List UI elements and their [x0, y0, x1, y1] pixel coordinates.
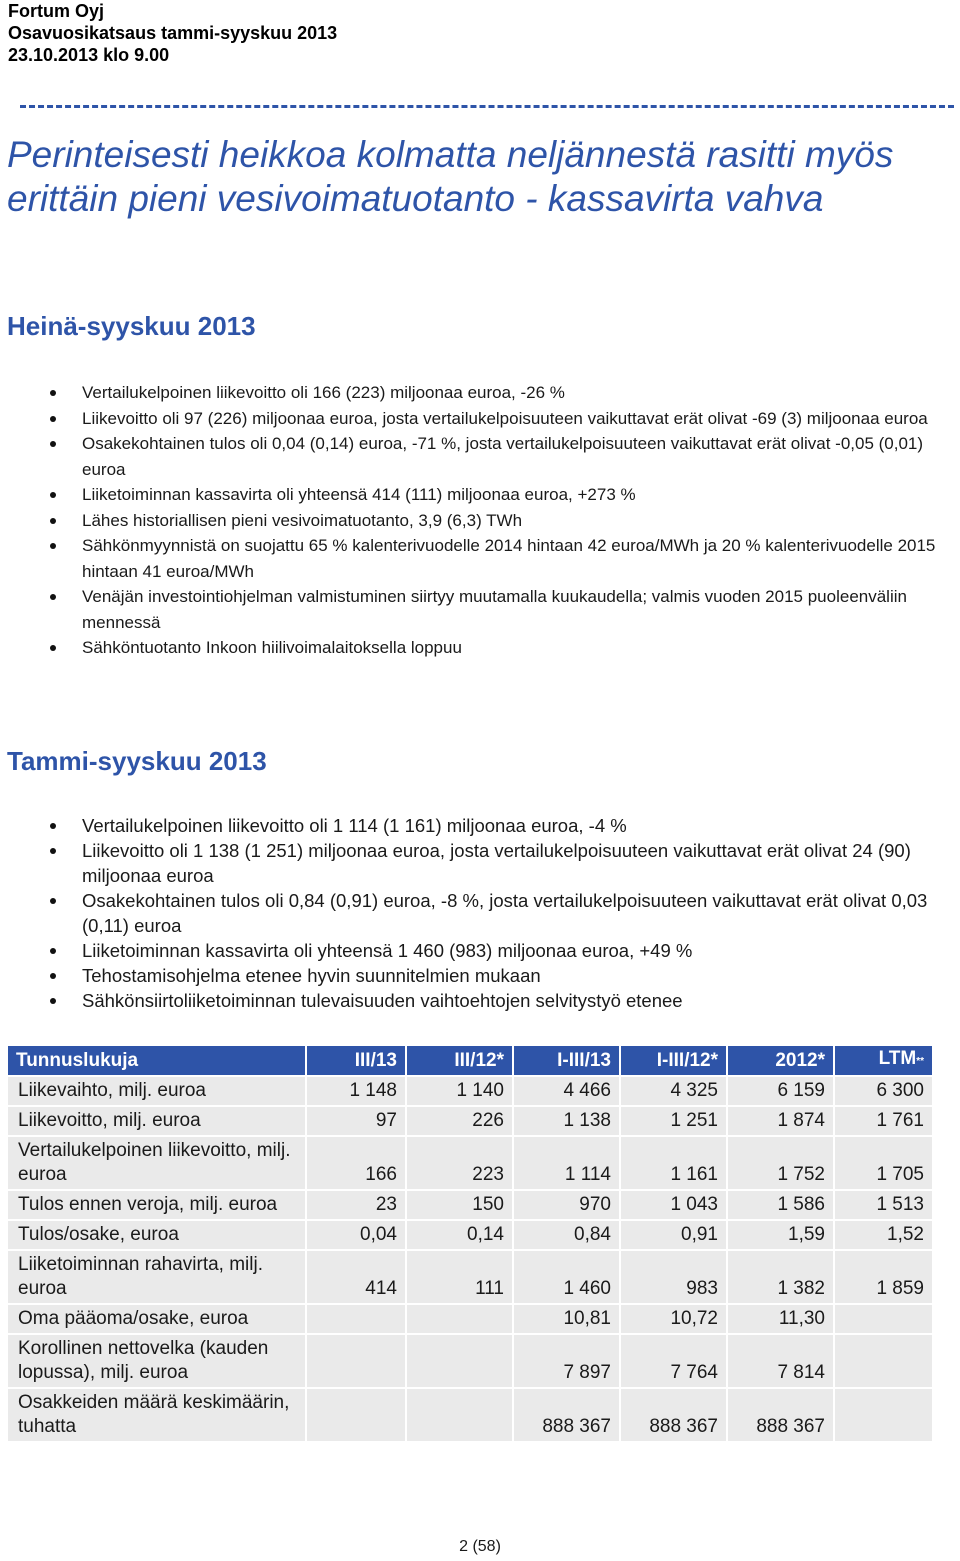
table-cell: 1 140 — [405, 1075, 512, 1105]
list-item: Vertailukelpoinen liikevoitto oli 1 114 (1 161) miljoonaa euroa, -4 % — [0, 813, 960, 838]
table-cell: 1,52 — [833, 1219, 932, 1249]
column-header: I-III/12* — [619, 1046, 726, 1075]
table-cell: 414 — [305, 1249, 405, 1303]
list-item: Sähkönsiirtoliiketoiminnan tulevaisuuden vaihtoehtojen selvitystyö etenee — [0, 988, 960, 1013]
column-header: I-III/13 — [512, 1046, 619, 1075]
key-figures-table — [8, 1046, 932, 1441]
list-item: Sähköntuotanto Inkoon hiilivoimalaitoksella loppuu — [0, 635, 950, 661]
table-cell: 1 138 — [512, 1105, 619, 1135]
list-item: Venäjän investointiohjelman valmistuminen siirtyy muutamalla kuukaudella; valmis vuoden 2015 puoleenväliin mennessä — [0, 584, 950, 635]
report-title: Osavuosikatsaus tammi-syyskuu 2013 — [8, 23, 338, 43]
list-item: Vertailukelpoinen liikevoitto oli 166 (223) miljoonaa euroa, -26 % — [0, 380, 950, 406]
table-cell: 970 — [512, 1189, 619, 1219]
table-cell: 1,59 — [726, 1219, 833, 1249]
table-cell — [405, 1387, 512, 1441]
table-cell: 1 043 — [619, 1189, 726, 1219]
table-cell: 1 513 — [833, 1189, 932, 1219]
table-cell: 1 761 — [833, 1105, 932, 1135]
column-header — [833, 1046, 932, 1075]
table-cell: 0,04 — [305, 1219, 405, 1249]
table-cell: 1 460 — [512, 1249, 619, 1303]
table-cell: 10,72 — [619, 1303, 726, 1333]
ltm-label: LTM — [878, 1048, 917, 1069]
q3-bullet-list — [0, 380, 950, 661]
table-cell — [405, 1333, 512, 1387]
table-cell: 97 — [305, 1105, 405, 1135]
table-cell: 6 159 — [726, 1075, 833, 1105]
footnote-marker: ** — [916, 1056, 924, 1067]
table-cell — [305, 1387, 405, 1441]
table-cell: 0,91 — [619, 1219, 726, 1249]
table-cell — [833, 1387, 932, 1441]
list-item: Lähes historiallisen pieni vesivoimatuotanto, 3,9 (6,3) TWh — [0, 508, 950, 534]
page-number: 2 (58) — [459, 1538, 501, 1555]
table-row — [8, 1303, 932, 1333]
list-item: Liiketoiminnan kassavirta oli yhteensä 1 460 (983) miljoonaa euroa, +49 % — [0, 938, 960, 963]
table-cell: 1 859 — [833, 1249, 932, 1303]
list-item: Liiketoiminnan kassavirta oli yhteensä 414 (111) miljoonaa euroa, +273 % — [0, 482, 950, 508]
company-name: Fortum Oyj — [8, 1, 105, 21]
table-row — [8, 1189, 932, 1219]
table-cell: 166 — [305, 1135, 405, 1189]
table-cell — [305, 1333, 405, 1387]
row-label: Vertailukelpoinen liikevoitto, milj. euroa — [8, 1135, 305, 1189]
table-cell: 0,84 — [512, 1219, 619, 1249]
table-cell: 1 874 — [726, 1105, 833, 1135]
table-row — [8, 1075, 932, 1105]
list-item: Sähkönmyynnistä on suojattu 65 % kalenterivuodelle 2014 hintaan 42 euroa/MWh ja 20 % kalenterivuodelle 2015 hintaan 41 euroa/MWh — [0, 533, 950, 584]
table-cell — [833, 1333, 932, 1387]
table-cell: 888 367 — [726, 1387, 833, 1441]
table-row — [8, 1135, 932, 1189]
table-cell: 1 161 — [619, 1135, 726, 1189]
table-cell: 7 814 — [726, 1333, 833, 1387]
table-cell: 888 367 — [512, 1387, 619, 1441]
table-row — [8, 1249, 932, 1303]
row-label: Tulos/osake, euroa — [8, 1219, 305, 1249]
table-cell: 6 300 — [833, 1075, 932, 1105]
header-divider — [20, 105, 954, 108]
table-cell: 1 251 — [619, 1105, 726, 1135]
list-item: Osakekohtainen tulos oli 0,84 (0,91) euroa, -8 %, josta vertailukelpoisuuteen vaikuttavat erät olivat 0,03 (0,11) euroa — [0, 888, 960, 938]
table-cell: 0,14 — [405, 1219, 512, 1249]
column-header: III/12* — [405, 1046, 512, 1075]
table-row — [8, 1387, 932, 1441]
ytd-heading: Tammi-syyskuu 2013 — [7, 746, 267, 776]
table-cell: 1 752 — [726, 1135, 833, 1189]
row-label: Liiketoiminnan rahavirta, milj. euroa — [8, 1249, 305, 1303]
table-row — [8, 1219, 932, 1249]
row-label: Osakkeiden määrä keskimäärin, tuhatta — [8, 1387, 305, 1441]
table-cell: 7 764 — [619, 1333, 726, 1387]
table-cell: 111 — [405, 1249, 512, 1303]
table-cell: 226 — [405, 1105, 512, 1135]
table-cell: 1 705 — [833, 1135, 932, 1189]
row-label: Liikevaihto, milj. euroa — [8, 1075, 305, 1105]
table-row — [8, 1333, 932, 1387]
table-cell: 983 — [619, 1249, 726, 1303]
table-cell: 150 — [405, 1189, 512, 1219]
table-cell — [305, 1303, 405, 1333]
q3-heading: Heinä-syyskuu 2013 — [7, 311, 256, 341]
row-label: Korollinen nettovelka (kauden lopussa), milj. euroa — [8, 1333, 305, 1387]
column-header: 2012* — [726, 1046, 833, 1075]
row-label: Tulos ennen veroja, milj. euroa — [8, 1189, 305, 1219]
column-header: Tunnuslukuja — [8, 1046, 305, 1075]
page-title: Perinteisesti heikkoa kolmatta neljännestä rasitti myös erittäin pieni vesivoimatuotanto - kassavirta vahva — [7, 134, 894, 219]
table-cell: 223 — [405, 1135, 512, 1189]
column-header: III/13 — [305, 1046, 405, 1075]
table-cell: 4 325 — [619, 1075, 726, 1105]
row-label: Oma pääoma/osake, euroa — [8, 1303, 305, 1333]
table-header-row — [8, 1046, 932, 1075]
table-cell: 23 — [305, 1189, 405, 1219]
table-cell — [833, 1303, 932, 1333]
table-cell: 4 466 — [512, 1075, 619, 1105]
list-item: Liikevoitto oli 1 138 (1 251) miljoonaa euroa, josta vertailukelpoisuuteen vaikuttavat erät olivat 24 (90) miljoonaa euroa — [0, 838, 960, 888]
list-item: Liikevoitto oli 97 (226) miljoonaa euroa, josta vertailukelpoisuuteen vaikuttavat erät olivat -69 (3) miljoonaa euroa — [0, 406, 950, 432]
table-cell: 1 382 — [726, 1249, 833, 1303]
table-cell: 1 148 — [305, 1075, 405, 1105]
table-cell: 1 114 — [512, 1135, 619, 1189]
table-row — [8, 1105, 932, 1135]
table-cell — [405, 1303, 512, 1333]
table-cell: 888 367 — [619, 1387, 726, 1441]
row-label: Liikevoitto, milj. euroa — [8, 1105, 305, 1135]
table-cell: 1 586 — [726, 1189, 833, 1219]
ytd-bullet-list — [0, 813, 960, 1013]
list-item: Osakekohtainen tulos oli 0,04 (0,14) euroa, -71 %, josta vertailukelpoisuuteen vaikuttavat erät olivat -0,05 (0,01) euroa — [0, 431, 950, 482]
report-datetime: 23.10.2013 klo 9.00 — [8, 45, 170, 65]
list-item: Tehostamisohjelma etenee hyvin suunnitelmien mukaan — [0, 963, 960, 988]
table-cell: 10,81 — [512, 1303, 619, 1333]
table-cell: 11,30 — [726, 1303, 833, 1333]
table-cell: 7 897 — [512, 1333, 619, 1387]
